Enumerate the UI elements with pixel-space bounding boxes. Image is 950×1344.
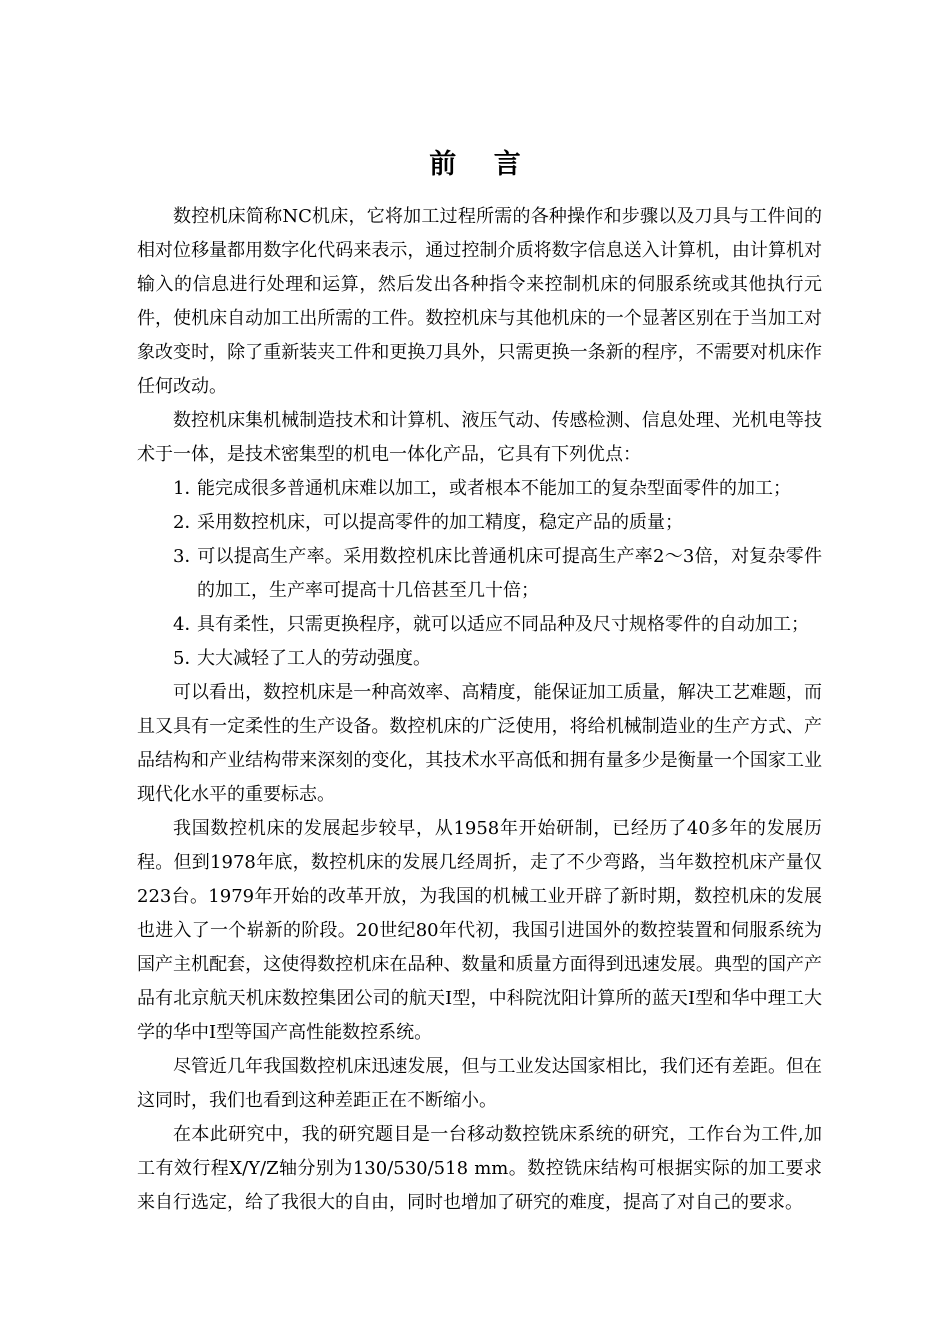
list-item-number: 3． [173,546,203,567]
list-item-text: 能完成很多普通机床难以加工，或者根本不能加工的复杂型面零件的加工； [197,478,791,499]
list-item-number: 4． [173,614,203,635]
list-item-text: 可以提高生产率。采用数控机床比普通机床可提高生产率2～3倍，对复杂零件的加工，生产率可提高十几倍甚至几十倍； [197,546,822,601]
list-item [137,608,822,642]
list-item-number: 2． [173,512,203,533]
list-item [137,506,822,540]
body-text [137,200,822,1220]
paragraph-gap: 尽管近几年我国数控机床迅速发展，但与工业发达国家相比，我们还有差距。但在这同时，我们也看到这种差距正在不断缩小。 [137,1056,822,1111]
list-item [137,472,822,506]
paragraph-advantages-lead: 数控机床集机械制造技术和计算机、液压气动、传感检测、信息处理、光机电等技术于一体，是技术密集型的机电一体化产品，它具有下列优点： [137,410,822,465]
list-item-number: 1． [173,478,203,499]
paragraph-summary: 可以看出，数控机床是一种高效率、高精度，能保证加工质量，解决工艺难题，而且又具有一定柔性的生产设备。数控机床的广泛使用，将给机械制造业的生产方式、产品结构和产业结构带来深刻的变化，其技术水平高低和拥有量多少是衡量一个国家工业现代化水平的重要标志。 [137,682,822,805]
paragraph-history: 我国数控机床的发展起步较早，从1958年开始研制，已经历了40多年的发展历程。但到1978年底，数控机床的发展几经周折，走了不少弯路，当年数控机床产量仅223台。1979年开始的改革开放，为我国的机械工业开辟了新时期，数控机床的发展也进入了一个崭新的阶段。20世纪80年代初，我国引进国外的数控装置和伺服系统为国产主机配套，这使得数控机床在品种、数量和质量方面得到迅速发展。典型的国产产品有北京航天机床数控集团公司的航天Ⅰ型，中科院沈阳计算所的蓝天Ⅰ型和华中理工大学的华中Ⅰ型等国产高性能数控系统。 [137,818,822,1043]
list-item-text: 具有柔性，只需更换程序，就可以适应不同品种及尺寸规格零件的自动加工； [197,614,809,635]
list-item-number: 5． [173,648,203,669]
list-item [137,540,822,608]
list-item-text: 采用数控机床，可以提高零件的加工精度，稳定产品的质量； [197,512,683,533]
paragraph-intro: 数控机床简称NC机床，它将加工过程所需的各种操作和步骤以及刀具与工件间的相对位移量都用数字化代码来表示，通过控制介质将数字信息送入计算机，由计算机对输入的信息进行处理和运算，然后发出各种指令来控制机床的伺服系统或其他执行元件，使机床自动加工出所需的工件。数控机床与其他机床的一个显著区别在于当加工对象改变时，除了重新装夹工件和更换刀具外，只需更换一条新的程序，不需要对机床作任何改动。 [137,206,822,397]
list-item [137,642,822,676]
list-item-text: 大大减轻了工人的劳动强度。 [197,648,431,669]
paragraph-research: 在本此研究中，我的研究题目是一台移动数控铣床系统的研究，工作台为工件,加工有效行程X/Y/Z轴分别为130/530/518 mm。数控铣床结构可根据实际的加工要求来自行选定，给了我很大的自由，同时也增加了研究的难度，提高了对自己的要求。 [137,1124,822,1213]
page-title: 前 言 [429,149,535,180]
